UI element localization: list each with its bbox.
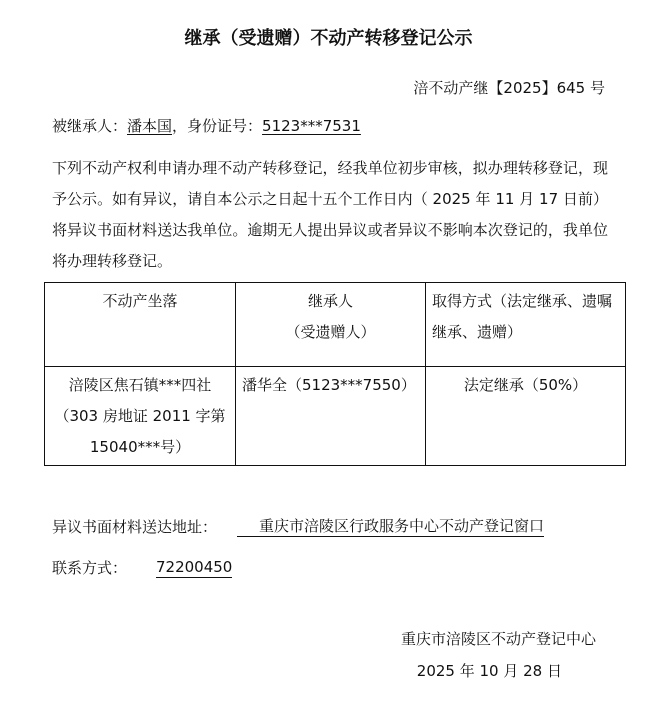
contact-label: 联系方式：	[52, 559, 128, 577]
cell-heir: 潘华全（5123***7550）	[236, 367, 426, 466]
decedent-label: 被继承人：	[52, 117, 128, 135]
property-table	[44, 282, 626, 466]
header-location: 不动产坐落	[45, 283, 236, 367]
header-heir-line2: （受遗赠人）	[285, 323, 376, 341]
decedent-name: 潘本国	[127, 117, 173, 135]
table-header-row	[45, 283, 626, 367]
decedent-id-label: ，身份证号：	[172, 117, 263, 135]
header-method: 取得方式（法定继承、遗嘱继承、遗赠）	[426, 283, 626, 367]
cell-location: 涪陵区焦石镇***四社（303 房地证 2011 字第 15040***号）	[45, 367, 236, 466]
contact-value: 72200450	[156, 558, 233, 576]
address-value: 重庆市涪陵区行政服务中心不动产登记窗口	[237, 516, 544, 537]
decedent-line	[52, 115, 361, 136]
decedent-id-number: 5123***7531	[262, 117, 361, 135]
cell-method: 法定继承（50%）	[426, 367, 626, 466]
header-heir	[236, 283, 426, 367]
page-title: 继承（受遗赠）不动产转移登记公示	[184, 28, 473, 49]
address-value-wrap	[237, 516, 544, 537]
notice-paragraph: 下列不动产权利申请办理不动产转移登记，经我单位初步审核，拟办理转移登记，现予公示。如有异议，请自本公示之日起十五个工作日内（ 2025 年 11 月 17 日前）将异议书面材料送达我单位。逾期无人提出异议或者异议不影响本次登记的，我单位将办理转移登记。	[52, 159, 608, 270]
document-number: 涪不动产继【2025】645 号	[413, 79, 605, 97]
issue-date: 2025 年 10 月 28 日	[416, 662, 562, 680]
contact-value-wrap	[156, 557, 232, 578]
table-row	[45, 367, 626, 466]
issuer-name: 重庆市涪陵区不动产登记中心	[400, 630, 596, 648]
header-heir-line1: 继承人	[307, 292, 353, 310]
address-label: 异议书面材料送达地址：	[52, 518, 218, 536]
